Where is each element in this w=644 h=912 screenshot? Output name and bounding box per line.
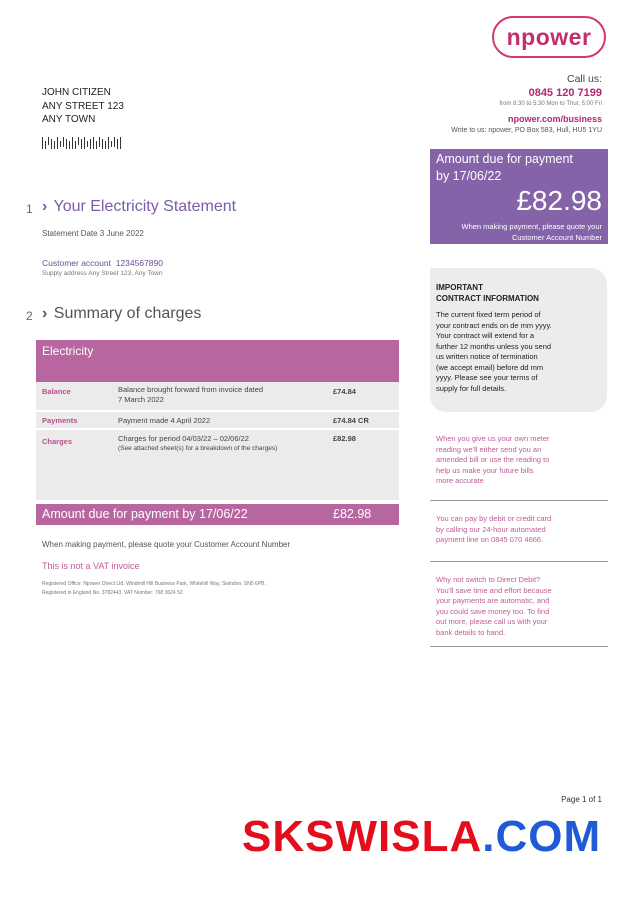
body-line: Your contract will extend for a xyxy=(436,331,535,340)
tip-line: by calling our 24-hour automated xyxy=(436,524,546,534)
amount-due-note xyxy=(462,221,603,243)
body-line: your contract ends on de mm yyyy. xyxy=(436,320,552,330)
note-line: When making payment, please quote your xyxy=(461,222,602,231)
title-line: CONTRACT INFORMATION xyxy=(436,294,539,303)
divider xyxy=(430,646,608,647)
row-description: Payment made 4 April 2022 xyxy=(118,416,211,425)
address-line: ANY STREET 123 xyxy=(42,100,124,112)
contract-info-body xyxy=(436,310,596,394)
amount-due-date: by 17/06/22 xyxy=(436,169,502,183)
row-amount: £74.84 CR xyxy=(333,416,369,425)
contract-info-box xyxy=(430,268,607,412)
card-payment-tip xyxy=(436,514,596,546)
amount-due-label xyxy=(436,151,573,185)
row-divider xyxy=(36,428,399,430)
tip-line: more accurate xyxy=(436,476,484,485)
row-desc-line: (See attached sheet(s) for a breakdown of the charges) xyxy=(118,445,278,452)
quote-account-note: When making payment, please quote your Customer Account Number xyxy=(42,540,291,549)
tip-line: amended bill or use the reading to xyxy=(436,455,550,464)
section-title-text: Your Electricity Statement xyxy=(53,198,237,215)
opening-hours: from 8:30 to 5:30 Mon to Thur, 5:00 Fri xyxy=(499,101,602,107)
row-amount: £82.98 xyxy=(333,434,356,443)
body-line: supply for full details. xyxy=(436,383,507,393)
row-description xyxy=(118,385,263,405)
charges-table-header xyxy=(36,340,399,382)
tip-line: Why not switch to Direct Debit? xyxy=(436,575,541,584)
customer-address xyxy=(42,86,124,127)
total-due-amount: £82.98 xyxy=(333,507,372,521)
body-line: yyyy. Please see your terms of xyxy=(436,373,538,382)
tip-line: bank details to hand. xyxy=(436,627,506,637)
tip-line: When you give us your own meter xyxy=(436,434,550,443)
row-label: Charges xyxy=(42,437,73,446)
statement-date: Statement Date 3 June 2022 xyxy=(42,229,144,238)
row-amount: £74.84 xyxy=(333,387,356,396)
amount-due-value: £82.98 xyxy=(516,185,602,216)
tip-line: You can pay by debit or credit card xyxy=(436,514,552,523)
account-number: 1234567890 xyxy=(115,258,163,268)
watermark-part: .COM xyxy=(482,812,602,861)
note-line: Customer Account Number xyxy=(511,233,602,242)
call-label: Call us: xyxy=(566,73,602,85)
charges-table xyxy=(36,382,399,500)
npower-logo: npower xyxy=(492,16,606,58)
row-description xyxy=(118,434,277,454)
row-divider xyxy=(36,410,399,412)
row-desc-line: Charges for period 04/03/22 – 02/06/22 xyxy=(118,434,249,443)
row-label: Payments xyxy=(42,416,78,425)
contact-info xyxy=(451,73,602,134)
registered-line: Registered in England No. 3782443. VAT Number: 768 3624 52 xyxy=(42,590,183,596)
total-due-label: Amount due for payment by 17/06/22 xyxy=(42,507,248,521)
postal-barcode xyxy=(42,137,124,149)
row-desc-line: 7 March 2022 xyxy=(118,395,164,404)
direct-debit-tip xyxy=(436,575,596,638)
meter-reading-tip xyxy=(436,434,596,487)
tip-line: out more, please call us with your xyxy=(436,617,548,626)
body-line: us written notice of termination xyxy=(436,352,538,361)
amount-due-label-line: Amount due for payment xyxy=(436,152,573,166)
page-indicator: Page 1 of 1 xyxy=(561,795,602,804)
address-line: ANY TOWN xyxy=(42,114,96,125)
chevron-right-icon: › xyxy=(42,198,48,215)
section-title-summary xyxy=(42,305,201,323)
section-number: 2 xyxy=(26,309,33,323)
tip-line: your payments are automatic, and xyxy=(436,596,550,605)
registered-office xyxy=(42,580,266,598)
postal-address: Write to us: npower, PO Box 583, Hull, HU5 1YU xyxy=(451,127,602,134)
tip-line: You'll save time and effort because xyxy=(436,585,552,595)
total-due-bar xyxy=(36,504,399,525)
row-label: Balance xyxy=(42,387,71,396)
supply-address: Supply address Any Street 123, Any Town xyxy=(42,270,163,277)
tip-line: you could save money too. To find xyxy=(436,606,550,616)
section-title-statement xyxy=(42,198,236,216)
body-line: The current fixed term period of xyxy=(436,310,541,319)
body-line: further 12 months unless you send xyxy=(436,341,552,351)
account-label: Customer account xyxy=(42,258,111,268)
watermark xyxy=(242,812,601,862)
watermark-part: SKSWISLA xyxy=(242,812,483,861)
body-line: (we accept email) before dd mm xyxy=(436,362,544,372)
address-line: JOHN CITIZEN xyxy=(42,87,111,98)
title-line: IMPORTANT xyxy=(436,283,483,292)
table-title: Electricity xyxy=(42,344,94,358)
contract-info-title xyxy=(436,282,539,304)
phone-number: 0845 120 7199 xyxy=(528,87,602,99)
divider xyxy=(430,561,608,562)
customer-account xyxy=(42,258,163,268)
amount-due-box xyxy=(430,149,608,244)
tip-line: reading we'll either send you an xyxy=(436,444,542,454)
tip-line: payment line on 0845 070 4666. xyxy=(436,535,544,544)
tip-line: help us make your future bills xyxy=(436,465,534,475)
section-title-text: Summary of charges xyxy=(53,305,202,322)
divider xyxy=(430,500,608,501)
chevron-right-icon: › xyxy=(42,305,48,322)
section-number: 1 xyxy=(26,202,33,216)
vat-note: This is not a VAT invoice xyxy=(42,561,140,571)
website-link[interactable]: npower.com/business xyxy=(507,114,602,124)
registered-line: Registered Office: Npower Direct Ltd. Windmill Hill Business Park, Whitehill Way, Swindon, SN5 6PB. xyxy=(42,581,266,587)
row-desc-line: Balance brought forward from invoice dated xyxy=(118,385,264,394)
